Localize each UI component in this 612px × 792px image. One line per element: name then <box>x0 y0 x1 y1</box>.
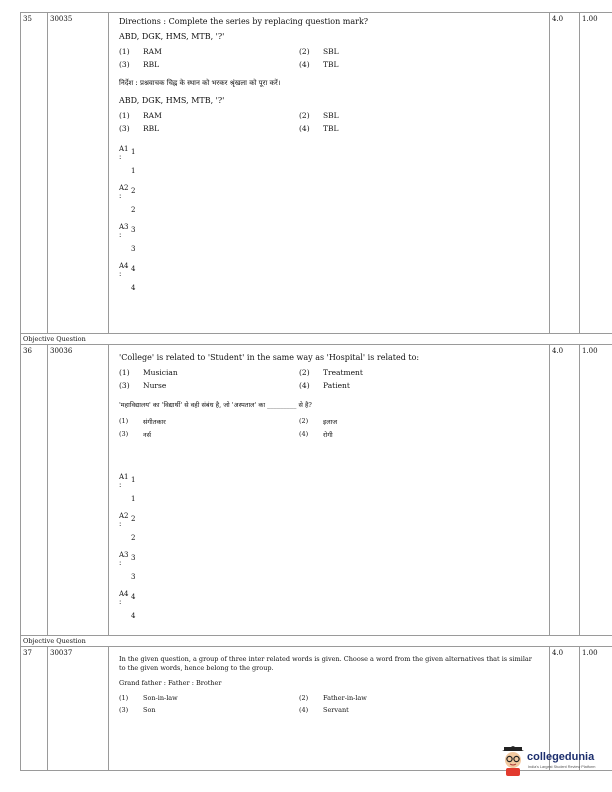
question-body <box>109 13 550 334</box>
answer-key-list <box>119 473 539 629</box>
options-english <box>119 694 539 714</box>
answer-key-a4: A4 : 4 <box>119 590 136 606</box>
answer-value: 4 <box>131 612 136 620</box>
answer-value: 1 <box>131 167 136 175</box>
question-type-row <box>21 334 612 345</box>
answer-value: 1 <box>131 495 136 503</box>
question-type-label: Objective Question <box>21 636 612 647</box>
answer-key-a2: A2 : 2 <box>119 512 136 528</box>
question-id: 30037 <box>48 647 109 771</box>
question-body <box>109 345 550 636</box>
question-type-row <box>21 636 612 647</box>
hindi-question-text: 'महाविद्यालय' का 'विद्यार्थी' से वही संबंध है, जो 'अस्पताल' का _________ से है? <box>119 401 312 409</box>
question-series: Grand father : Father : Brother <box>119 679 222 687</box>
question-number: 36 <box>21 345 48 636</box>
question-text: In the given question, a group of three inter related words is given. Choose a word from the given alternatives that is similar to the given words, hence belong to the group. <box>119 655 532 672</box>
negative-marks: 1.00 <box>580 647 612 771</box>
option-3: (3) Nurse <box>119 381 167 390</box>
question-paper <box>20 12 598 771</box>
options-hindi <box>119 417 539 439</box>
marks: 4.0 <box>550 345 580 636</box>
answer-value: 4 <box>131 284 136 292</box>
hindi-option-1: (1) RAM <box>119 111 162 120</box>
question-type-label: Objective Question <box>21 334 612 345</box>
question-number: 37 <box>21 647 48 771</box>
hindi-option-3: (3) RBL <box>119 124 160 133</box>
hindi-option-2: (2) इलाज <box>299 417 338 426</box>
answer-value: 2 <box>131 206 136 214</box>
hindi-option-4: (4) रोगी <box>299 430 333 439</box>
marks: 4.0 <box>550 13 580 334</box>
question-body <box>109 647 550 771</box>
logo-tagline: India's Largest Student Review Platform <box>528 765 596 769</box>
question-text: Directions : Complete the series by replacing question mark? <box>119 17 369 26</box>
question-id: 30035 <box>48 13 109 334</box>
option-2: (2) Treatment <box>299 368 363 377</box>
answer-key-a3: A3 : 3 <box>119 223 136 239</box>
answer-key-a1: A1 : 1 <box>119 145 136 161</box>
mascot-icon <box>500 745 526 777</box>
option-4: (4) Patient <box>299 381 350 390</box>
answer-key-a3: A3 : 3 <box>119 551 136 567</box>
collegedunia-logo <box>500 745 608 781</box>
question-row-35 <box>21 13 612 334</box>
option-1: (1) Musician <box>119 368 178 377</box>
answer-value: 2 <box>131 534 136 542</box>
option-2: (2) Father-in-law <box>299 694 367 702</box>
logo-name: collegedunia <box>527 751 595 763</box>
options-english <box>119 47 539 69</box>
marks: 4.0 <box>550 647 580 771</box>
answer-key-a4: A4 : 4 <box>119 262 136 278</box>
hindi-option-3: (3) नर्स <box>119 430 152 439</box>
question-id: 30036 <box>48 345 109 636</box>
hindi-option-4: (4) TBL <box>299 124 339 133</box>
answer-value: 3 <box>131 573 136 581</box>
options-hindi <box>119 111 539 133</box>
hindi-option-1: (1) संगीतकार <box>119 417 166 426</box>
question-row-36 <box>21 345 612 636</box>
hindi-question-series: ABD, DGK, HMS, MTB, '?' <box>119 96 225 105</box>
question-table <box>20 12 612 771</box>
hindi-option-2: (2) SBL <box>299 111 339 120</box>
question-series: ABD, DGK, HMS, MTB, '?' <box>119 32 225 41</box>
answer-key-a1: A1 : 1 <box>119 473 136 489</box>
option-2: (2) SBL <box>299 47 339 56</box>
answer-value: 3 <box>131 245 136 253</box>
options-english <box>119 368 539 390</box>
answer-key-list <box>119 145 539 301</box>
hindi-question-text: निर्देश : प्रश्नवाचक चिह्न के स्थान को भरकर श्रृंखला को पूरा करें। <box>119 79 281 87</box>
option-4: (4) TBL <box>299 60 339 69</box>
negative-marks: 1.00 <box>580 13 612 334</box>
answer-key-a2: A2 : 2 <box>119 184 136 200</box>
negative-marks: 1.00 <box>580 345 612 636</box>
option-3: (3) Son <box>119 706 156 714</box>
option-3: (3) RBL <box>119 60 160 69</box>
option-4: (4) Servant <box>299 706 349 714</box>
question-text: 'College' is related to 'Student' in the same way as 'Hospital' is related to: <box>119 353 420 362</box>
question-number: 35 <box>21 13 48 334</box>
option-1: (1) RAM <box>119 47 162 56</box>
option-1: (1) Son-in-law <box>119 694 178 702</box>
